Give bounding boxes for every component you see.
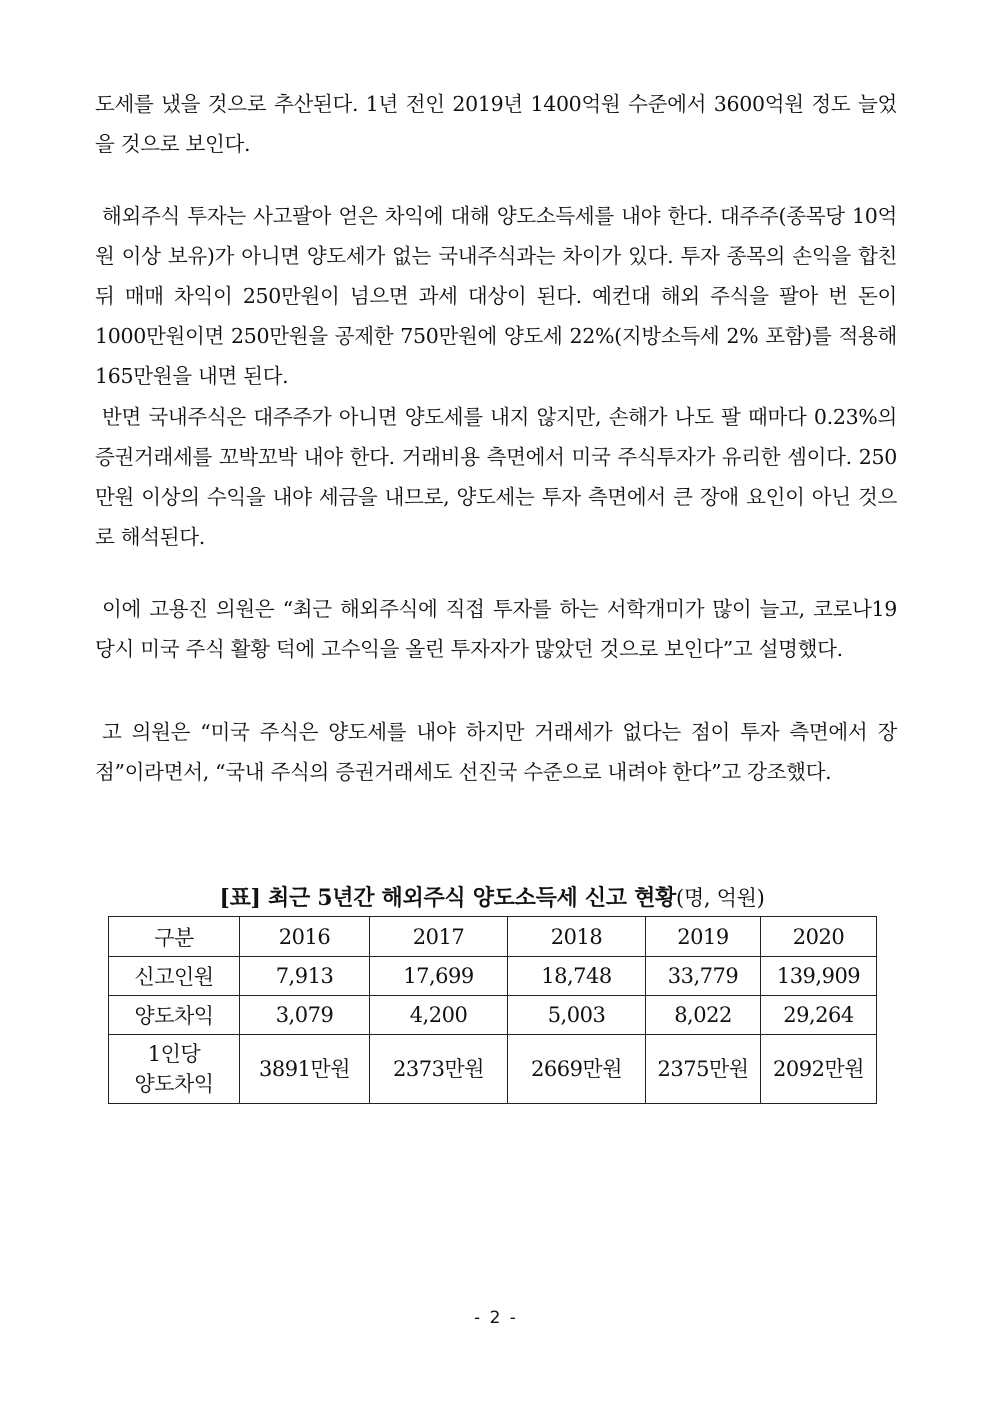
table-cell: 5,003 [508,996,646,1035]
row-label [109,1035,240,1104]
row-label-line-2: 양도차익 [134,1072,214,1096]
table-title-text: [표] 최근 5년간 해외주식 양도소득세 신고 현황 [219,885,677,911]
table-row-filers [109,957,877,996]
row-label: 양도차익 [109,996,240,1035]
table-unit: (명, 억원) [676,886,765,910]
row-label: 신고인원 [109,957,240,996]
table-cell: 3,079 [240,996,370,1035]
table-cell: 33,779 [646,957,761,996]
table-cell: 2669만원 [508,1035,646,1104]
table-row-capital-gains [109,996,877,1035]
header-2018: 2018 [508,917,646,957]
table-cell: 2375만원 [646,1035,761,1104]
table-cell: 2092만원 [761,1035,877,1104]
table-cell: 139,909 [761,957,877,996]
paragraph-4: 이에 고용진 의원은 “최근 해외주식에 직접 투자를 하는 서학개미가 많이 늘고, 코로나19 당시 미국 주식 활황 덕에 고수익을 올린 투자자가 많았던 것으로 보인다”고 설명했다. [95,597,897,661]
table-cell: 18,748 [508,957,646,996]
header-category: 구분 [109,917,240,957]
table-cell: 2373만원 [370,1035,508,1104]
header-2019: 2019 [646,917,761,957]
page-number: - 2 - [474,1308,518,1328]
table-cell: 8,022 [646,996,761,1035]
table-title [108,882,876,914]
paragraph-5: 고 의원은 “미국 주식은 양도세를 내야 하지만 거래세가 없다는 점이 투자 측면에서 장점”이라면서, “국내 주식의 증권거래세도 선진국 수준으로 내려야 한다”고 강조했다. [95,720,897,784]
row-label-line-1: 1인당 [147,1042,201,1066]
table-cell: 17,699 [370,957,508,996]
header-2017: 2017 [370,917,508,957]
table-cell: 3891만원 [240,1035,370,1104]
table-cell: 7,913 [240,957,370,996]
tax-report-table [108,916,877,1104]
header-2020: 2020 [761,917,877,957]
table-cell: 4,200 [370,996,508,1035]
header-2016: 2016 [240,917,370,957]
table-row-per-capita-gains [109,1035,877,1104]
paragraph-2: 해외주식 투자는 사고팔아 얻은 차익에 대해 양도소득세를 내야 한다. 대주주(종목당 10억원 이상 보유)가 아니면 양도세가 없는 국내주식과는 차이가 있다. 투자 종목의 손익을 합친 뒤 매매 차익이 250만원이 넘으면 과세 대상이 된다. 예컨대 해외 주식을 팔아 번 돈이 1000만원이면 250만원을 공제한 750만원에 양도세 22%(지방소득세 2% 포함)를 적용해 165만원을 내면 된다. [95,204,897,388]
table-cell: 29,264 [761,996,877,1035]
paragraph-1: 도세를 냈을 것으로 추산된다. 1년 전인 2019년 1400억원 수준에서 3600억원 정도 늘었을 것으로 보인다. [95,92,897,156]
table-header-row [109,917,877,957]
paragraph-3: 반면 국내주식은 대주주가 아니면 양도세를 내지 않지만, 손해가 나도 팔 때마다 0.23%의 증권거래세를 꼬박꼬박 내야 한다. 거래비용 측면에서 미국 주식투자가 유리한 셈이다. 250만원 이상의 수익을 내야 세금을 내므로, 양도세는 투자 측면에서 큰 장애 요인이 아닌 것으로 해석된다. [95,405,897,549]
